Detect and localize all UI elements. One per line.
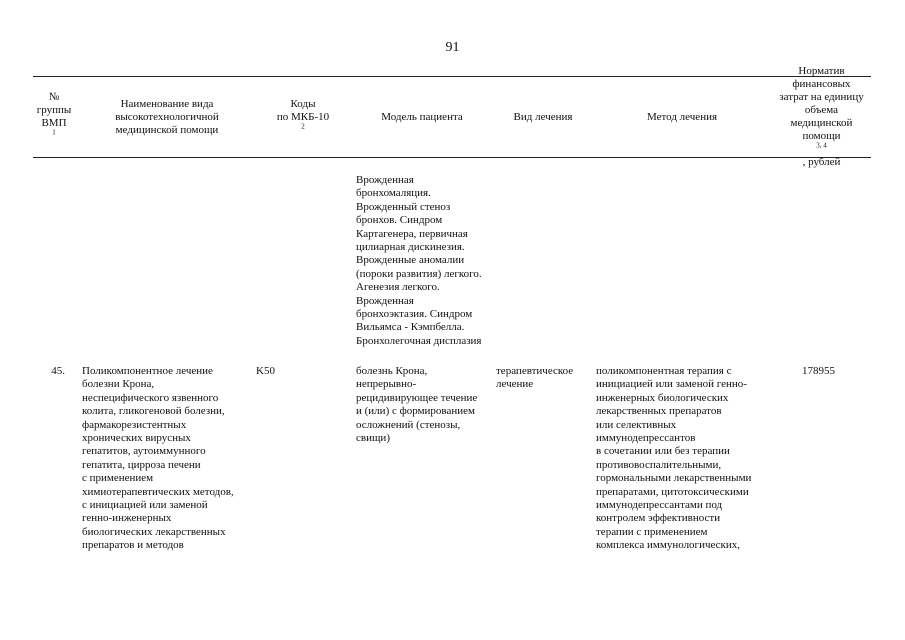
text-line: Врожденная	[356, 294, 414, 307]
text-line: затрат на единицу	[779, 91, 864, 103]
text-line: инженерных биологических	[596, 391, 729, 404]
row-number: 45.	[51, 365, 65, 377]
text-line: высокотехнологичной	[115, 110, 219, 123]
text-line: гепатита, цирроза печени	[82, 458, 201, 471]
text-line: №	[48, 91, 60, 103]
header-care-type-name	[82, 77, 252, 157]
text-line: хронических вирусных	[82, 432, 191, 445]
header-patient-model	[352, 77, 492, 157]
text-line: противовоспалительными,	[596, 458, 722, 471]
page-number: 91	[445, 40, 460, 55]
header-group-number: № группы ВМП $^1$	[36, 91, 72, 137]
text-line: генно-инженерных	[82, 512, 172, 525]
text-line: Коды	[290, 97, 316, 110]
row-care-type-name	[82, 365, 234, 553]
text-line: Вид лечения	[513, 110, 573, 123]
row-patient-model	[356, 365, 477, 445]
text-line: Врожденный стеноз	[356, 200, 451, 213]
text-line: гормональными лекарственными	[596, 472, 752, 485]
text-line: колита, гликогеновой болезни,	[82, 405, 225, 418]
text-line: поликомпонентная терапия с	[596, 365, 732, 377]
text-line: медицинской	[790, 117, 853, 129]
text-line: Наименование вида	[120, 97, 214, 110]
header-icd-codes: Коды по МКБ-10 $^2$	[276, 97, 330, 130]
text-line: инициацией или заменой генно-	[596, 378, 747, 391]
text-line: группы	[36, 104, 72, 116]
text-line: фармакорезистентных	[82, 418, 187, 431]
text-line: препаратами, цитотоксическими	[596, 485, 749, 498]
text-line: медицинской помощи	[115, 123, 219, 136]
text-line: лечение	[496, 378, 534, 391]
text-line: контролем эффективности	[596, 512, 721, 525]
text-line: Врожденные аномалии	[356, 254, 465, 267]
text-line: биологических лекарственных	[82, 525, 226, 538]
row-icd-code: K50	[256, 365, 275, 377]
text-line: бронхомаляция.	[356, 187, 431, 200]
text-line: бронхов. Синдром	[356, 214, 443, 227]
text-line: терапевтическое	[496, 365, 574, 377]
header-treatment-type	[494, 77, 592, 157]
text-line: с применением	[82, 472, 154, 485]
text-line: Модель пациента	[381, 110, 463, 123]
text-line: Норматив	[798, 65, 845, 77]
header-treatment-method	[596, 77, 768, 157]
text-line: бронхоэктазия. Синдром	[356, 308, 473, 321]
text-line: или селективных	[596, 418, 677, 431]
text-line: неспецифического язвенного	[82, 391, 219, 404]
text-line: с инициацией или заменой	[82, 499, 208, 512]
text-line: химиотерапевтических методов,	[82, 485, 234, 498]
text-line: иммунодепрессантами под	[596, 499, 723, 512]
text-line: (пороки развития) легкого.	[356, 267, 482, 280]
text-line: объема	[804, 104, 839, 116]
text-line: болезни Крона,	[82, 378, 155, 391]
text-line: и (или) с формированием	[356, 405, 475, 418]
text-line: Вильямса - Кэмпбелла.	[356, 321, 465, 334]
table-header-bottom-rule	[33, 157, 871, 158]
continued-patient-model	[356, 174, 482, 348]
row-financial-norm: 178955	[802, 365, 835, 377]
text-line: рецидивирующее течение	[356, 391, 478, 404]
text-line: осложнений (стенозы,	[356, 418, 461, 431]
text-line: Поликомпонентное лечение	[82, 365, 213, 377]
text-line: препаратов и методов	[82, 539, 184, 552]
text-line: комплекса иммунологических,	[596, 539, 741, 552]
text-line: непрерывно-	[356, 378, 417, 391]
text-line: гепатитов, аутоиммунного	[82, 445, 206, 458]
row-treatment-method	[596, 365, 751, 553]
text-line: иммунодепрессантов	[596, 432, 696, 445]
text-line: финансовых	[792, 78, 851, 90]
text-line: Картагенера, первичная	[356, 227, 468, 240]
text-line: лекарственных препаратов	[596, 405, 722, 418]
header-financial-norm: Норматив финансовых затрат на единицу объема медицинской помощи $^{3, 4}$ , рублей	[779, 65, 864, 168]
text-line: цилиарная дискинезия.	[356, 241, 465, 254]
text-line: Врожденная	[356, 174, 414, 186]
text-line: Агенезия легкого.	[356, 281, 440, 294]
text-line: терапии с применением	[596, 525, 708, 538]
text-line: Метод лечения	[646, 110, 718, 123]
row-treatment-type	[496, 365, 573, 392]
text-line: в сочетании или без терапии	[596, 445, 730, 458]
text-line: свищи)	[356, 432, 390, 445]
text-line: болезнь Крона,	[356, 365, 428, 377]
text-line: Бронхолегочная дисплазия	[356, 334, 482, 347]
